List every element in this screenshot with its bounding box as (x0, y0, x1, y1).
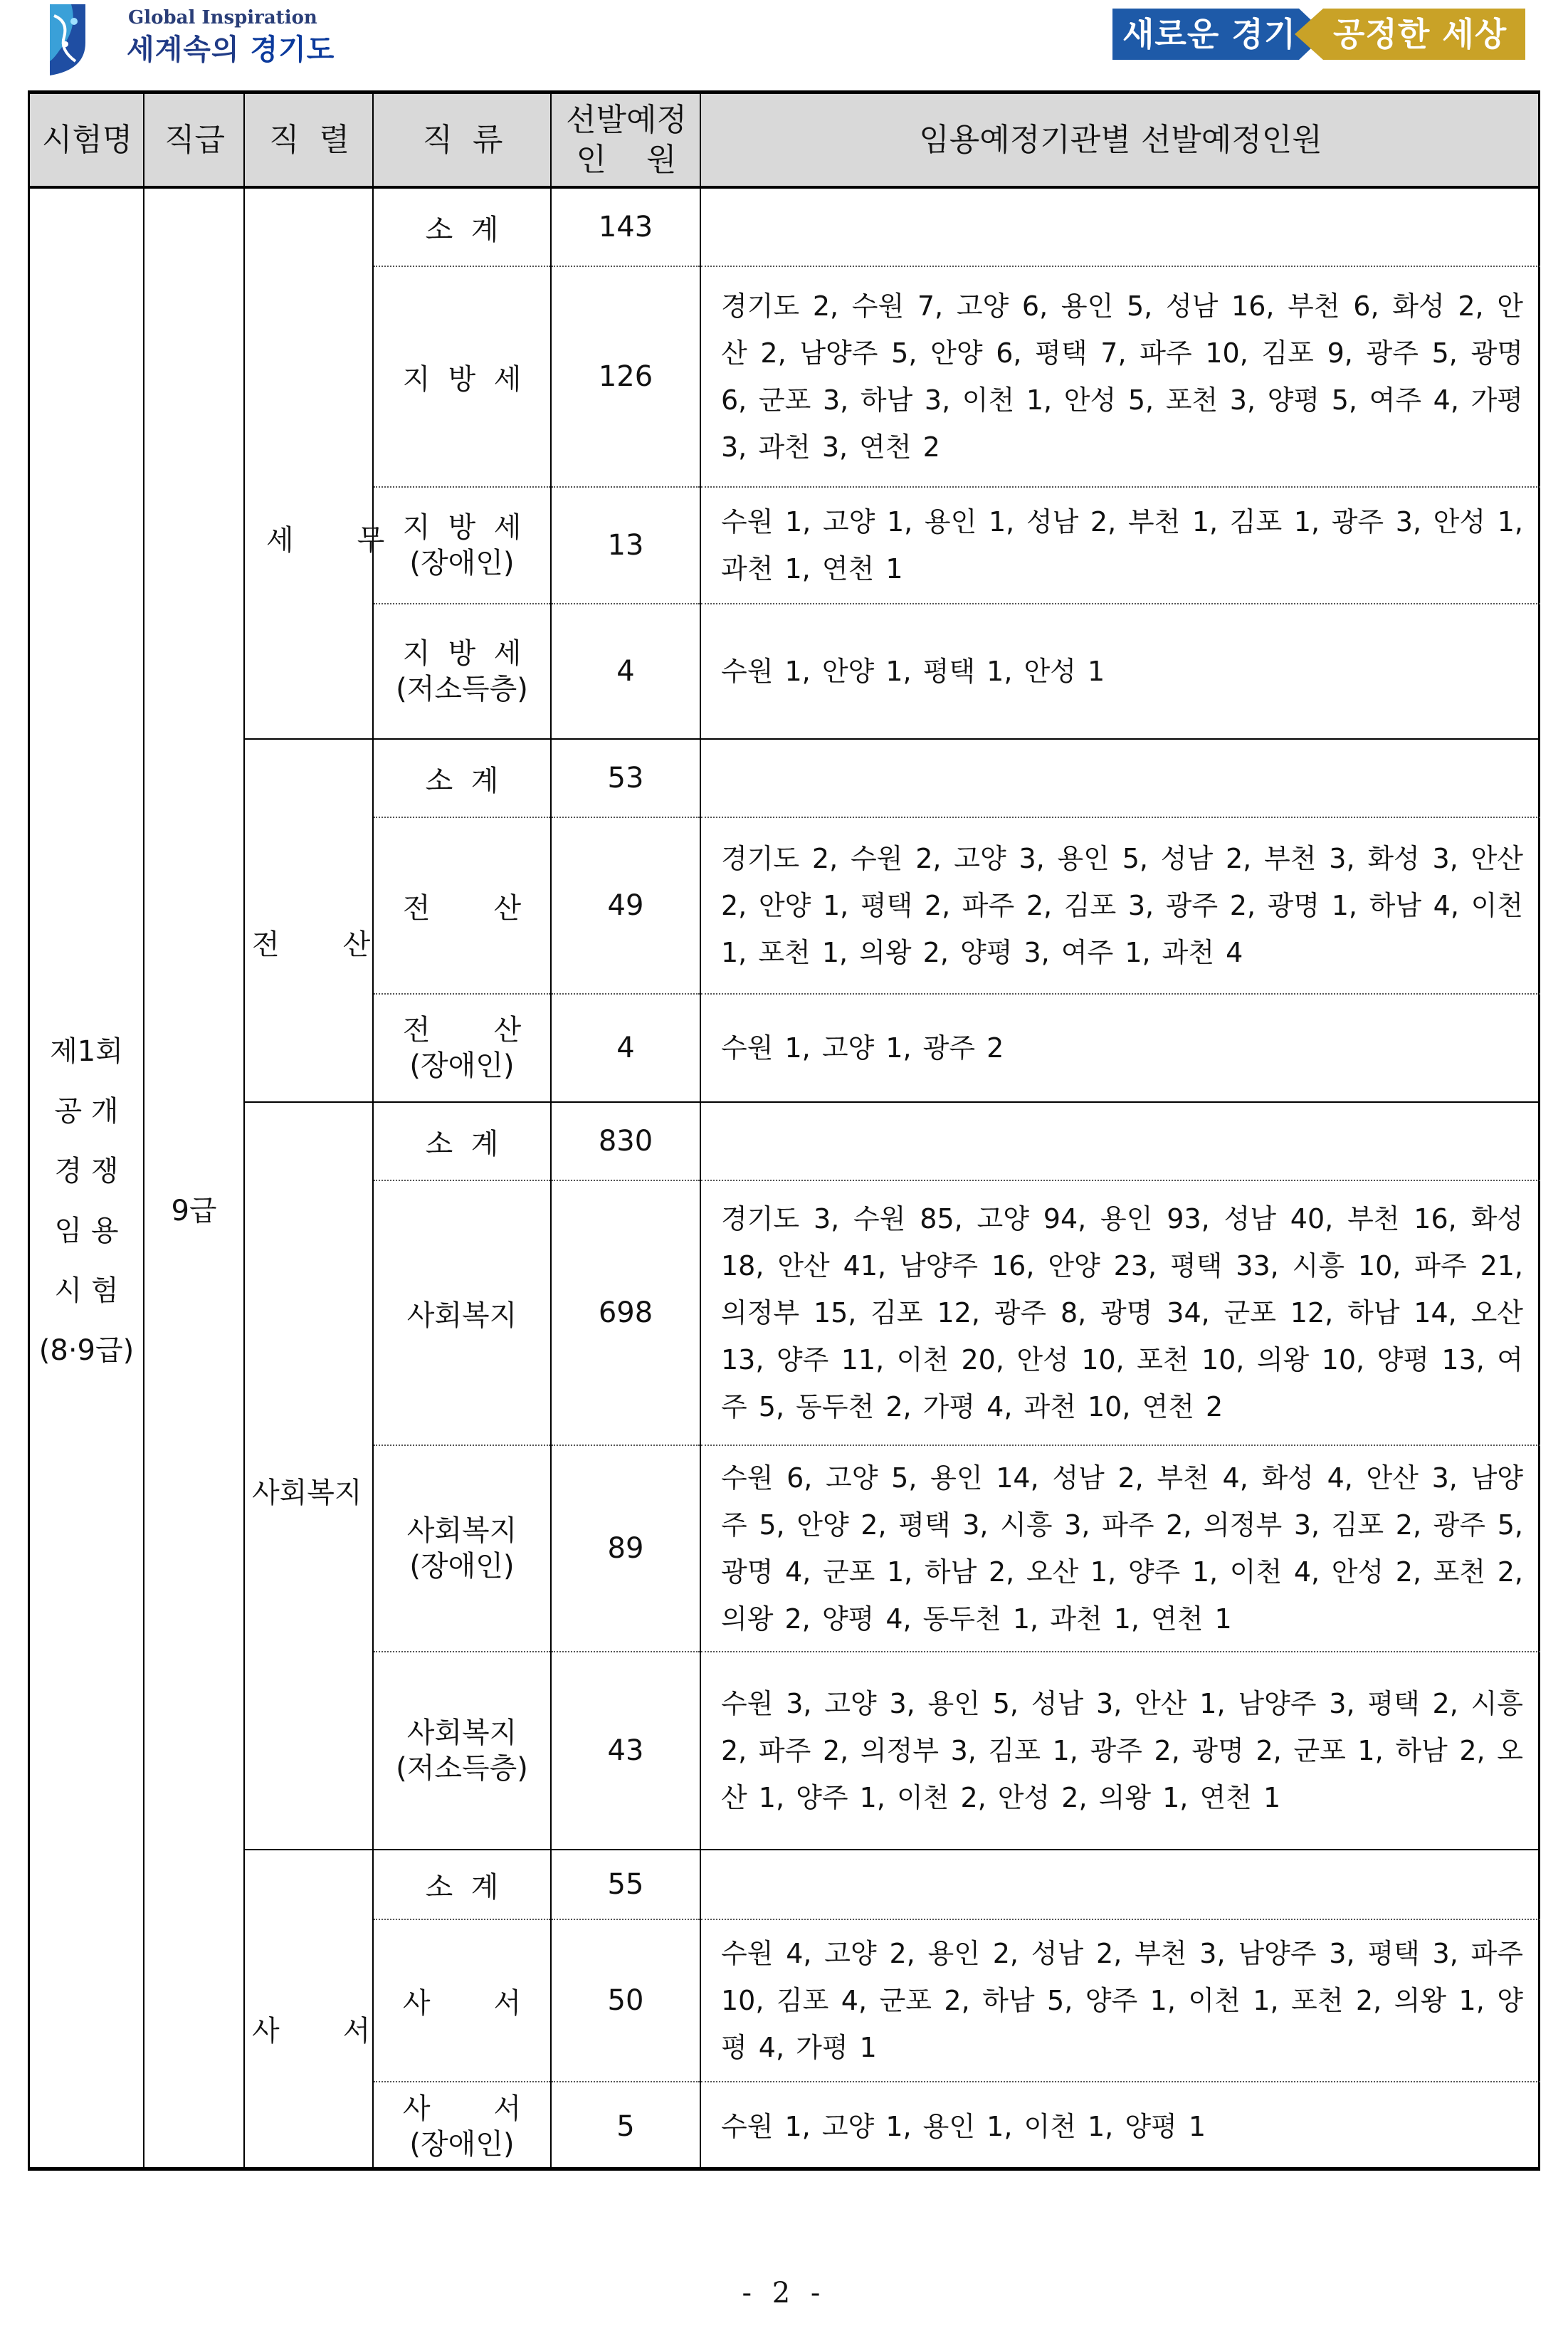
table-row-class (374, 1651, 550, 1849)
table-row-alloc: 수원 6, 고양 5, 용인 14, 성남 2, 부천 4, 화성 4, 안산 3, 남양주 5, 안양 2, 평택 3, 시흥 3, 파주 2, 의정부 3, 김포 2, 광주 5, 광명 4, 군포 1, 하남 2, 오산 1, 양주 1, 이천 4, 안성 2, 포천 2, 의왕 2, 양평 4, 동두천 1, 과천 1, 연천 1 (701, 1445, 1540, 1651)
table-row-class: 소 계 (425, 213, 499, 246)
series-saseo (245, 1849, 372, 2171)
table-row-class-a: 지 방 세 (402, 637, 522, 670)
table-row-alloc: 수원 4, 고양 2, 용인 2, 성남 2, 부천 3, 남양주 3, 평택 3, 파주 10, 김포 4, 군포 2, 하남 5, 양주 1, 이천 1, 포천 2, 의왕 1, 양평 4, 가평 1 (701, 1919, 1540, 2081)
exam-name-line: 시 험 (54, 1274, 119, 1307)
table-row-class (374, 486, 550, 603)
recruitment-table (28, 90, 1540, 2171)
table-row-class (374, 603, 550, 738)
table-row-alloc: 경기도 2, 수원 2, 고양 3, 용인 5, 성남 2, 부천 3, 화성 3, 안산 2, 안양 1, 평택 2, 파주 2, 김포 3, 광주 2, 광명 1, 하남 4, 이천 1, 포천 1, 의왕 2, 양평 3, 여주 1, 과천 4 (701, 817, 1540, 993)
slogan-b-text: 공정한 세상 (1333, 15, 1508, 53)
table-row-alloc (701, 189, 1540, 266)
table-row-count: 55 (552, 1849, 700, 1919)
table-row-class (374, 993, 550, 1101)
exam-name-line: (8·9급) (38, 1334, 135, 1367)
table-row-class-a: 지 방 세 (402, 511, 522, 544)
exam-name-line: 경 쟁 (54, 1155, 119, 1188)
series-welfare-label: 사회복지 (252, 1476, 362, 1509)
exam-name-line: 공 개 (54, 1095, 119, 1128)
table-row-class: 사회복지 (374, 1180, 550, 1445)
table-row-alloc: 수원 1, 고양 1, 광주 2 (701, 993, 1540, 1101)
table-row-alloc: 경기도 2, 수원 7, 고양 6, 용인 5, 성남 16, 부천 6, 화성 2, 안산 2, 남양주 5, 안양 6, 평택 7, 파주 10, 김포 9, 광주 5, 광명 6, 군포 3, 하남 3, 이천 1, 안성 5, 포천 3, 양평 5, 여주 4, 가평 3, 과천 3, 연천 2 (701, 266, 1540, 486)
table-row-class-b: (저소득층) (396, 673, 528, 706)
table-row-alloc (701, 1101, 1540, 1180)
gyeonggi-emblem-icon (47, 0, 88, 80)
table-row-alloc: 수원 1, 고양 1, 용인 1, 이천 1, 양평 1 (701, 2081, 1540, 2171)
header-planned-a: 선발예정 (565, 101, 687, 138)
table-row-class-a: 사 서 (402, 2092, 522, 2125)
table-row-alloc: 수원 3, 고양 3, 용인 5, 성남 3, 안산 1, 남양주 3, 평택 2, 시흥 2, 파주 2, 의정부 3, 김포 1, 광주 2, 광명 2, 군포 1, 하남 2, 오산 1, 양주 1, 이천 2, 안성 2, 의왕 1, 연천 1 (701, 1651, 1540, 1849)
header-exam: 시험명 (41, 121, 133, 158)
header-grade: 직급 (164, 121, 225, 158)
logo-title-a: 세계속의 (127, 33, 251, 66)
table-row-count: 5 (552, 2081, 700, 2171)
table-row-class-a: 전 산 (402, 1014, 522, 1047)
page-number: - 2 - (742, 2277, 826, 2310)
table-row-count: 4 (552, 993, 700, 1101)
slogan-banner (1112, 6, 1525, 63)
exam-name-line: 제1회 (50, 1035, 123, 1068)
table-row-alloc (701, 1849, 1540, 1919)
grade-cell: 9급 (171, 1194, 217, 1227)
header-planned-b: 인 원 (576, 141, 677, 178)
header-class: 직 류 (422, 121, 503, 158)
series-semu-label: 세 무 (266, 523, 385, 557)
series-jeonsan (245, 738, 372, 1101)
table-row-count: 53 (552, 738, 700, 817)
slogan-a-text: 새로운 경기 (1122, 15, 1297, 53)
logo-title (127, 27, 335, 68)
table-row-count: 49 (552, 817, 700, 993)
table-row-class-b: (장애인) (409, 2128, 515, 2161)
table-row-alloc: 경기도 3, 수원 85, 고양 94, 용인 93, 성남 40, 부천 16, 화성 18, 안산 41, 남양주 16, 안양 23, 평택 33, 시흥 10, 파주 21, 의정부 15, 김포 12, 광주 8, 광명 34, 군포 12, 하남 14, 오산 13, 양주 11, 이천 20, 안성 10, 포천 10, 의왕 10, 양평 13, 여주 5, 동두천 2, 가평 4, 과천 10, 연천 2 (701, 1180, 1540, 1445)
table-row-count: 126 (552, 266, 700, 486)
table-row-count: 89 (552, 1445, 700, 1651)
table-row-class-b: (장애인) (409, 1550, 515, 1583)
logo-title-b: 경기도 (250, 33, 335, 66)
table-row-alloc (701, 738, 1540, 817)
table-row-class-a: 사회복지 (406, 1514, 517, 1547)
series-semu (245, 189, 385, 829)
gyeonggi-logo (47, 0, 335, 80)
table-row-count: 13 (552, 486, 700, 603)
exam-name-cell (30, 189, 143, 2171)
table-row-class: 소 계 (374, 1101, 550, 1180)
table-row-class: 사 서 (374, 1919, 550, 2081)
header-alloc: 임용예정기관별 선발예정인원 (919, 121, 1322, 158)
table-row-class-b: (장애인) (409, 1049, 515, 1082)
table-row-count: 50 (552, 1919, 700, 2081)
series-saseo-label: 사 서 (252, 2014, 371, 2048)
table-row-alloc: 수원 1, 고양 1, 용인 1, 성남 2, 부천 1, 김포 1, 광주 3, 안성 1, 과천 1, 연천 1 (701, 486, 1540, 603)
series-jeonsan-label: 전 산 (252, 928, 371, 961)
table-row-class-b: (장애인) (409, 547, 515, 580)
header-planned (552, 94, 701, 186)
table-row-alloc: 수원 1, 안양 1, 평택 1, 안성 1 (701, 603, 1540, 738)
table-header (30, 94, 1538, 189)
table-row-count: 830 (552, 1101, 700, 1180)
table-row-class: 전 산 (374, 817, 550, 993)
table-row-class: 소 계 (374, 738, 550, 817)
table-row-count: 698 (552, 1180, 700, 1445)
table-row-class-a: 사회복지 (406, 1716, 517, 1749)
exam-name-line: 임 용 (54, 1215, 119, 1247)
table-row-class: 지 방 세 (374, 266, 550, 486)
table-row-count: 143 (598, 211, 653, 243)
table-row-count: 4 (552, 603, 700, 738)
series-welfare (245, 1101, 372, 1849)
header-series: 직 렬 (269, 121, 349, 158)
table-row-count: 43 (552, 1651, 700, 1849)
logo-tagline: Global Inspiration (128, 7, 317, 28)
table-row-class (374, 1445, 550, 1651)
table-row-class: 소 계 (374, 1849, 550, 1919)
table-row-class-b: (저소득층) (396, 1752, 528, 1785)
table-row-class (374, 2081, 550, 2171)
